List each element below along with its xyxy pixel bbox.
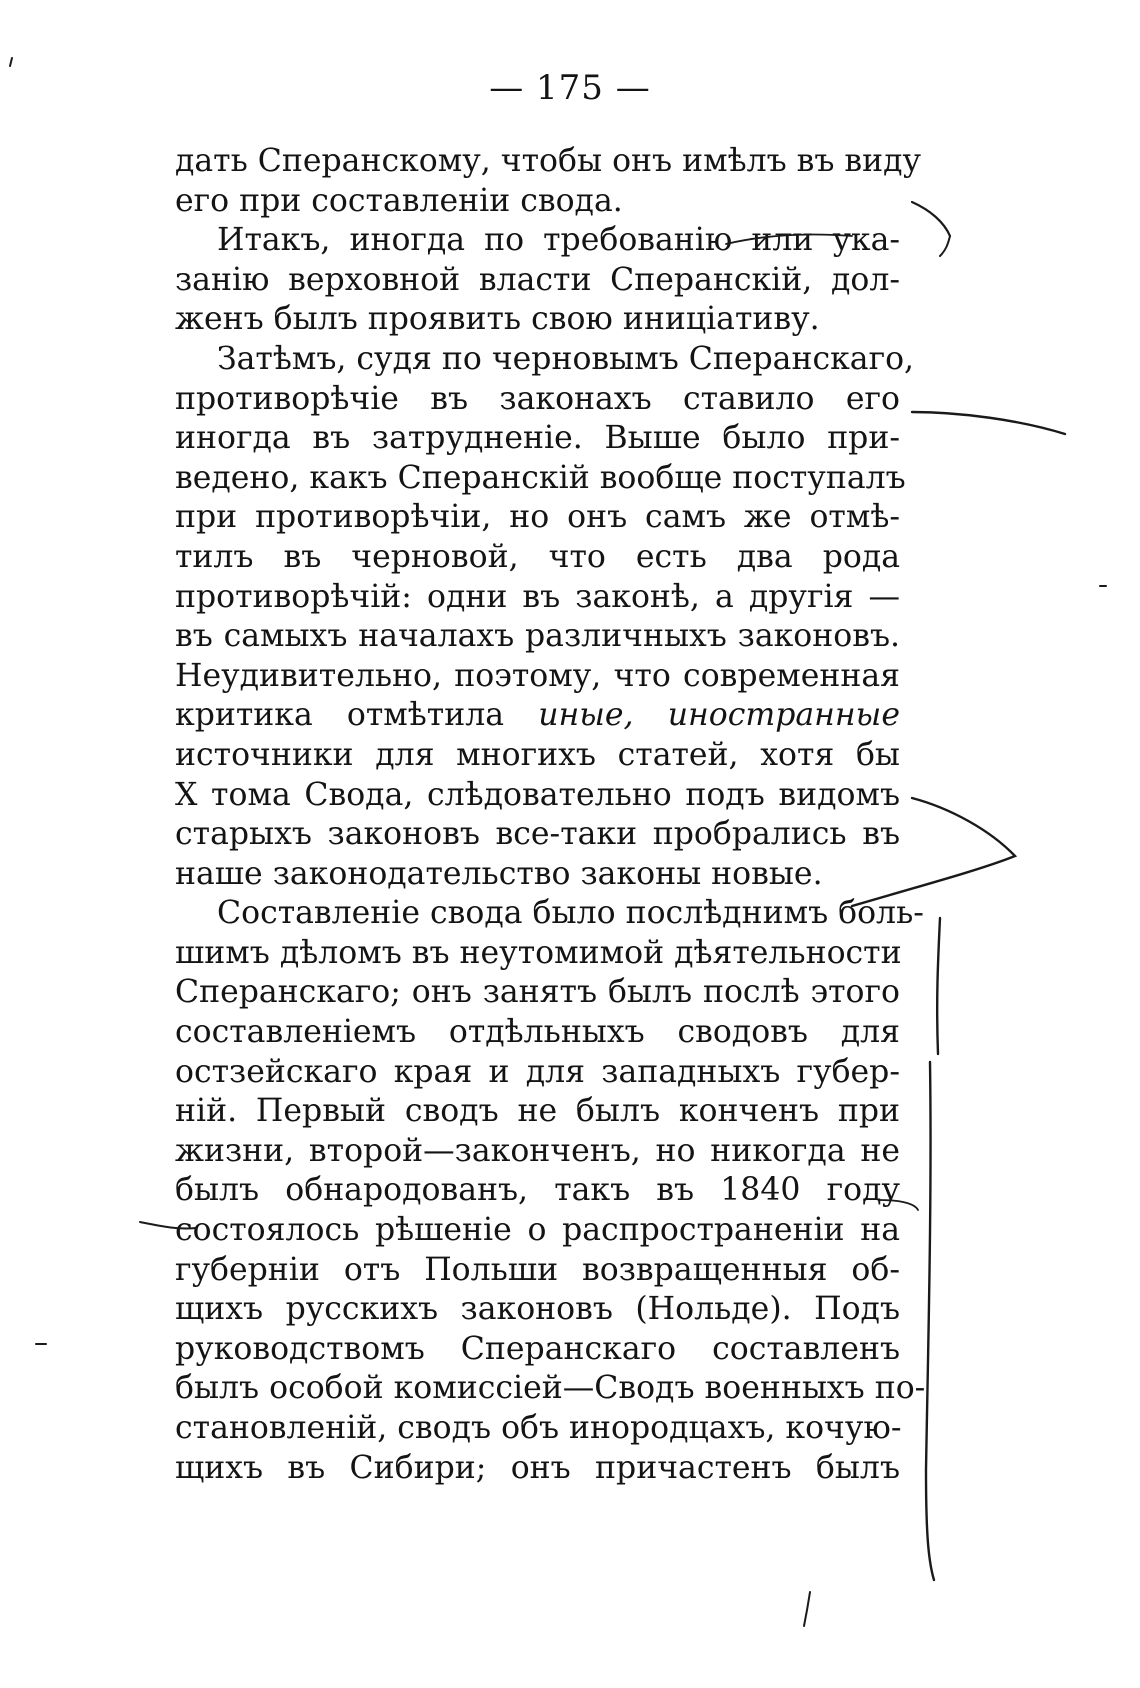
pencil-vertical-bracket-lower: [926, 1062, 934, 1580]
page-number: — 175 —: [489, 68, 651, 108]
text-line: источники для многихъ статей, хотя бы: [175, 736, 900, 773]
text-line: иногда въ затрудненіе. Выше было при-: [175, 420, 900, 457]
text-line: шимъ дѣломъ въ неутомимой дѣятельности: [175, 934, 902, 971]
paragraph-start-line: Составленіе свода было послѣднимъ боль-: [217, 895, 924, 932]
text-line: занію верховной власти Сперанскій, дол-: [175, 261, 900, 298]
paragraph-start-line: Итакъ, иногда по требованію или ука-: [217, 222, 900, 259]
text-line: дать Сперанскому, чтобы онъ имѣлъ въ виду: [175, 143, 922, 179]
text-line: состоялось рѣшеніе о распространеніи на: [175, 1212, 900, 1249]
text-line: Сперанскаго; онъ занятъ былъ послѣ этого: [175, 974, 900, 1011]
text-line: противорѣчіе въ законахъ ставило его: [175, 380, 900, 417]
text-line: губерніи отъ Польши возвращенныя об-: [175, 1251, 900, 1288]
pencil-stroke-top-right: [912, 202, 950, 236]
text-segment: критика отмѣтила: [175, 697, 539, 734]
text-line: жизни, второй—законченъ, но никогда не: [175, 1132, 900, 1169]
text-line: остзейскаго края и для западныхъ губер-: [175, 1053, 900, 1090]
text-line: тилъ въ черновой, что есть два рода: [175, 538, 900, 575]
text-line: женъ былъ проявить свою иниціативу.: [175, 301, 820, 338]
text-line: въ самыхъ началахъ различныхъ законовъ.: [175, 618, 900, 655]
text-line: старыхъ законовъ все-таки пробрались въ: [175, 816, 900, 853]
pencil-margin-dash-upper: [912, 412, 1065, 434]
paragraph-start-line: Затѣмъ, судя по черновымъ Сперанскаго,: [217, 340, 915, 377]
text-line: наше законодательство законы новые.: [175, 855, 823, 892]
text-line: былъ обнародованъ, такъ въ 1840 году: [175, 1172, 900, 1209]
text-line: Неудивительно, поэтому, что современная: [175, 657, 900, 694]
pencil-small-stroke-bottom: [804, 1592, 810, 1626]
text-line-with-italics: [175, 696, 900, 736]
text-line: ведено, какъ Сперанскій вообще поступалъ: [175, 459, 906, 496]
text-line: становленій, сводъ объ инородцахъ, кочую-: [175, 1410, 902, 1446]
pencil-mark-top-left: [10, 58, 12, 66]
pencil-vertical-bracket-upper: [937, 918, 940, 1054]
text-line: щихъ въ Сибири; онъ причастенъ былъ: [175, 1449, 900, 1486]
text-line: противорѣчій: одни въ законѣ, а другія —: [175, 578, 900, 615]
text-line: при противорѣчіи, но онъ самъ же отмѣ-: [175, 499, 900, 536]
text-line: составленіемъ отдѣльныхъ сводовъ для: [175, 1014, 900, 1051]
text-line: былъ особой комиссіей—Сводъ военныхъ по-: [175, 1370, 926, 1407]
text-line: руководствомъ Сперанскаго составленъ: [175, 1330, 900, 1367]
text-line: его при составленіи свода.: [175, 182, 623, 219]
body-text: [175, 142, 926, 1488]
text-line: ній. Первый сводъ не былъ конченъ при: [175, 1093, 900, 1130]
text-line: щихъ русскихъ законовъ (Нольде). Подъ: [175, 1291, 900, 1328]
italic-emphasis: иные, иностранные: [538, 697, 900, 734]
pencil-stroke-curl: [940, 236, 950, 256]
text-line: X тома Свода, слѣдовательно подъ видомъ: [175, 776, 900, 813]
